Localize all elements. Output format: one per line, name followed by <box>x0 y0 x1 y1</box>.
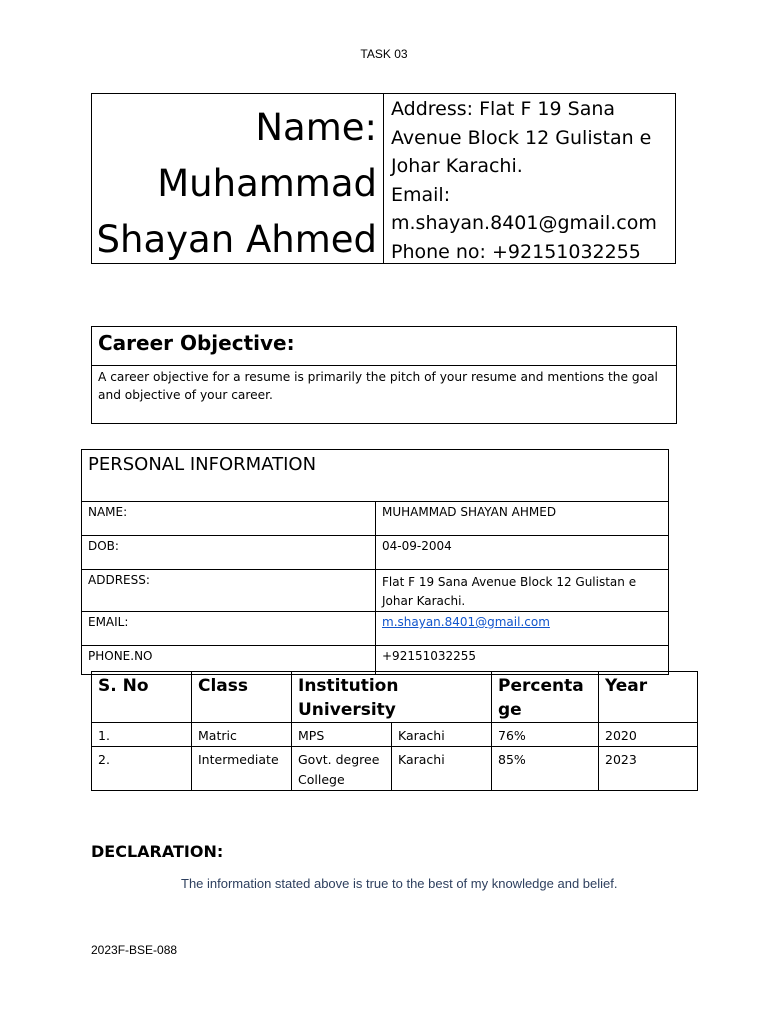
column-header: Institution University <box>292 672 492 723</box>
career-objective-text: A career objective for a resume is primarily the pitch of your resume and mentions the goal and objective of your career. <box>98 370 658 402</box>
name-line: Muhammad <box>157 162 377 205</box>
table-cell: Karachi <box>392 723 492 747</box>
education-table <box>91 671 698 791</box>
contact-line: Phone no: +92151032255 <box>391 240 641 263</box>
info-label: PHONE.NO <box>82 646 376 675</box>
header-box <box>91 93 676 264</box>
task-label: TASK 03 <box>360 47 408 61</box>
info-value: +92151032255 <box>376 646 669 675</box>
table-cell: 76% <box>492 723 599 747</box>
table-row <box>92 723 698 747</box>
info-value <box>376 612 669 646</box>
email-link[interactable]: m.shayan.8401@gmail.com <box>382 615 550 629</box>
contact-line: Address: Flat F 19 Sana <box>391 98 616 120</box>
declaration-title: DECLARATION: <box>91 842 224 861</box>
info-label: DOB: <box>82 536 376 570</box>
personal-info-table <box>81 449 669 675</box>
info-label: NAME: <box>82 502 376 536</box>
contact-line: Johar Karachi. <box>391 155 523 178</box>
declaration-text: The information stated above is true to the best of my knowledge and belief. <box>181 876 618 891</box>
table-cell: Intermediate <box>192 747 292 791</box>
header-name-block <box>92 94 384 263</box>
table-cell: 2023 <box>599 747 698 791</box>
table-cell: MPS <box>292 723 392 747</box>
table-row <box>82 502 669 536</box>
contact-line: m.shayan.8401@gmail.com <box>391 212 657 235</box>
contact-line: Email: <box>391 183 451 206</box>
table-cell: 1. <box>92 723 192 747</box>
info-value: MUHAMMAD SHAYAN AHMED <box>376 502 669 536</box>
table-cell: Matric <box>192 723 292 747</box>
info-label: ADDRESS: <box>82 570 376 612</box>
personal-info-heading: PERSONAL INFORMATION <box>82 450 669 502</box>
table-cell: Karachi <box>392 747 492 791</box>
table-row <box>82 612 669 646</box>
column-header: Class <box>192 672 292 723</box>
contact-line: Avenue Block 12 Gulistan e <box>391 126 652 149</box>
career-objective-title: Career Objective: <box>92 327 676 366</box>
column-header: Year <box>599 672 698 723</box>
name-line: Shayan Ahmed <box>96 218 377 261</box>
header-contact-block <box>385 94 675 263</box>
table-cell: 85% <box>492 747 599 791</box>
career-objective-box <box>91 326 677 424</box>
name-line: Name: <box>255 106 377 149</box>
info-value: 04-09-2004 <box>376 536 669 570</box>
footer-student-id: 2023F-BSE-088 <box>91 943 178 957</box>
table-header-row <box>92 672 698 723</box>
table-cell: 2. <box>92 747 192 791</box>
table-row <box>92 747 698 791</box>
table-cell: 2020 <box>599 723 698 747</box>
info-label: EMAIL: <box>82 612 376 646</box>
column-header: S. No <box>92 672 192 723</box>
info-value: Flat F 19 Sana Avenue Block 12 Gulistan e Johar Karachi. <box>376 570 669 612</box>
column-header: Percentage <box>492 672 599 723</box>
table-row <box>82 570 669 612</box>
table-row <box>82 536 669 570</box>
table-cell: Govt. degree College <box>292 747 392 791</box>
